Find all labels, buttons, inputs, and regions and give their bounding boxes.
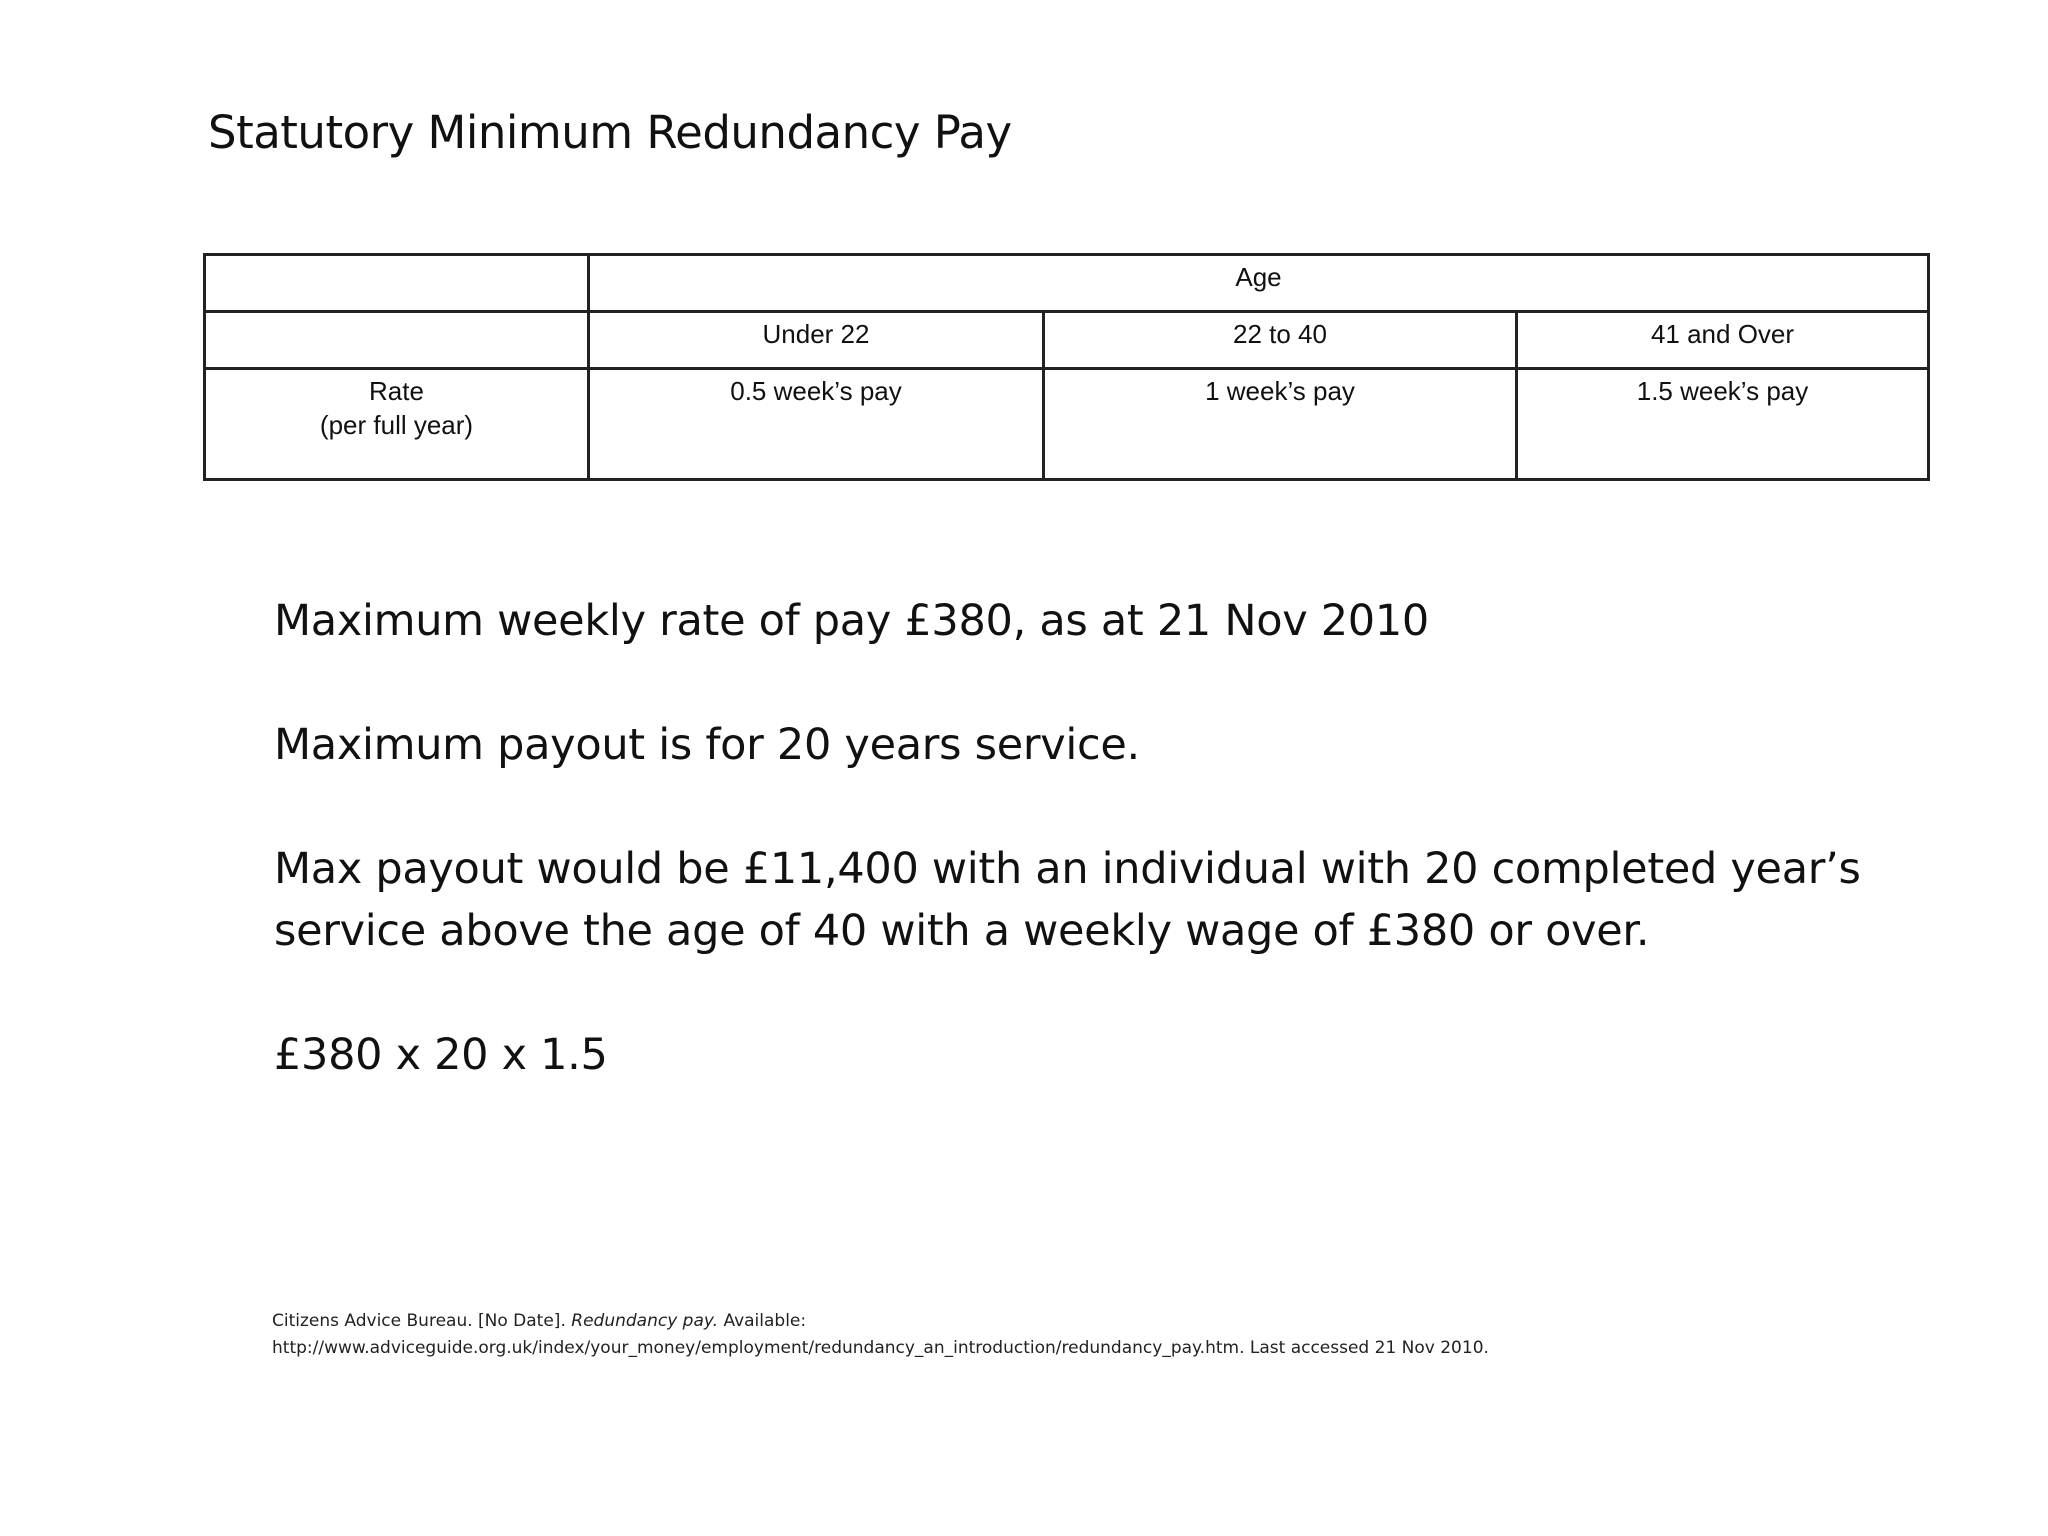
note-calculation: £380 x 20 x 1.5 (274, 1030, 608, 1080)
column-header-under-22: Under 22 (589, 312, 1044, 369)
table-row (205, 369, 1929, 480)
note-max-payout-amount: Max payout would be £11,400 with an individual with 20 completed year’s service above the age of 40 with a weekly wage of £380 or over. (274, 844, 1861, 956)
table-cell-empty (205, 255, 589, 312)
row-label-rate (205, 369, 589, 480)
reference-prefix: Citizens Advice Bureau. [No Date]. (272, 1311, 566, 1331)
rate-41-and-over: 1.5 week’s pay (1517, 369, 1929, 480)
redundancy-rate-table (203, 253, 1930, 481)
table-row (205, 255, 1929, 312)
reference-line-1 (272, 1308, 1972, 1335)
column-header-41-and-over: 41 and Over (1517, 312, 1929, 369)
row-label-rate-line2: (per full year) (319, 410, 474, 440)
reference-available: Available: (723, 1311, 807, 1331)
note-max-weekly-rate: Maximum weekly rate of pay £380, as at 21 Nov 2010 (274, 596, 1429, 646)
notes (274, 590, 1894, 1148)
row-label-rate-line1: Rate (369, 376, 424, 406)
column-header-22-to-40: 22 to 40 (1044, 312, 1517, 369)
page-title: Statutory Minimum Redundancy Pay (208, 106, 1012, 159)
note-max-payout-years: Maximum payout is for 20 years service. (274, 720, 1140, 770)
reference-title: Redundancy pay. (571, 1311, 719, 1331)
reference-citation (272, 1308, 1972, 1362)
table-cell-empty (205, 312, 589, 369)
table-row (205, 312, 1929, 369)
age-header: Age (589, 255, 1929, 312)
rate-22-to-40: 1 week’s pay (1044, 369, 1517, 480)
reference-url: http://www.adviceguide.org.uk/index/your_money/employment/redundancy_an_introduction/redundancy_pay.htm. Last accessed 21 Nov 2010. (272, 1338, 1489, 1358)
rate-under-22: 0.5 week’s pay (589, 369, 1044, 480)
